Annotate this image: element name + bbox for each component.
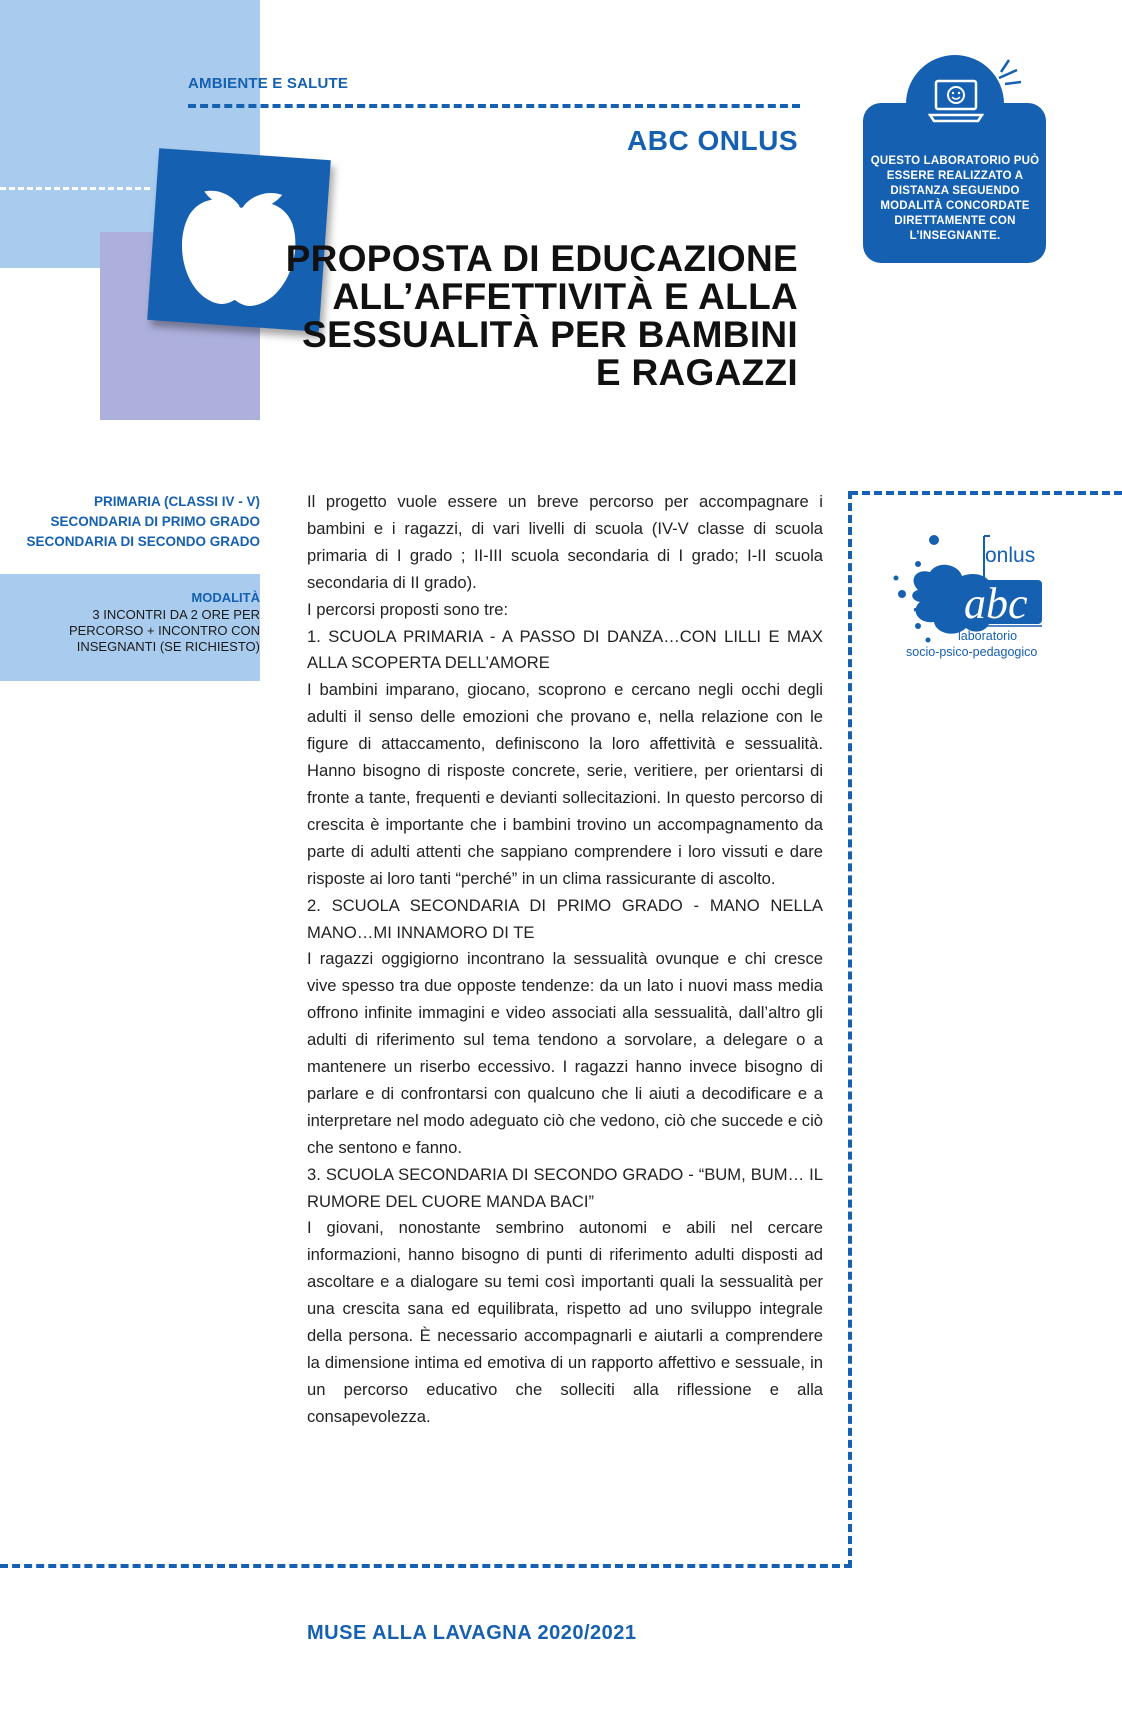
school-levels: [26, 492, 260, 552]
logo-mark: abc: [964, 579, 1028, 628]
body-paragraph: Il progetto vuole essere un breve percorso per accompagnare i bambini e i ragazzi, di vari livelli di scuola (IV-V classe di scuola primaria di I grado ; II-III scuola secondaria di I grado; I-II scuola secondaria di II grado).: [307, 492, 823, 592]
frame-dashed-vertical: [848, 491, 852, 1568]
footer-text: MUSE ALLA LAVAGNA 2020/2021: [307, 1622, 637, 1644]
body-heading: 3. SCUOLA SECONDARIA DI SECONDO GRADO - “BUM, BUM… IL RUMORE DEL CUORE MANDA BACI”: [307, 1164, 823, 1211]
body-paragraph: I ragazzi oggigiorno incontrano la sessualità ovunque e chi cresce vive spesso tra due opposte tendenze: da un lato i nuovi mass media offrono infinite immagini e video associati alla sessualità, dall’altro gli adulti di riferimento sul tema tendono a sorvolare, a delegare o a mantenere un riserbo eccessivo. I ragazzi hanno invece bisogno di parlare e di confrontarsi con qualcuno che li aiuti a decodificare e a interpretare nel modo adeguato ciò che vedono, ciò che succede e ciò che sentono e fanno.: [307, 949, 823, 1157]
frame-dashed-top: [850, 491, 1122, 495]
logo-subtitle-line2: socio-psico-pedagogico: [906, 645, 1038, 659]
remote-note-text: QUESTO LABORATORIO PUÒ ESSERE REALIZZATO A DISTANZA SEGUENDO MODALITÀ CONCORDATE DIRETTAMENTE CON L’INSEGNANTE.: [870, 155, 1040, 242]
mode-text: 3 INCONTRI DA 2 ORE PER PERCORSO + INCONTRO CON INSEGNANTI (SE RICHIESTO): [68, 607, 260, 654]
header-dashed-rule: [188, 104, 800, 108]
frame-dashed-bottom: [0, 1564, 852, 1568]
section-label: AMBIENTE E SALUTE: [188, 75, 349, 92]
organization-name: ABC ONLUS: [627, 125, 798, 156]
logo-onlus-text: onlus: [985, 544, 1036, 567]
school-level: SECONDARIA DI PRIMO GRADO: [50, 514, 260, 529]
body-paragraph: I giovani, nonostante sembrino autonomi e abili nel cercare informazioni, hanno bisogno di punti di riferimento adulti disposti ad ascoltare e a dialogare su temi così importanti quali la sessualità per una crescita sana ed equilibrata, rispetto ad uno sviluppo integrale della persona. È necessario accompagnarli e aiutarli a comprendere la dimensione intima ed emotiva di un rapporto affettivo e sessuale, in un percorso educativo che solleciti alla riflessione e alla consapevolezza.: [307, 1218, 823, 1426]
body-paragraph: I bambini imparano, giocano, scoprono e cercano negli occhi degli adulti il senso delle emozioni che provano e, nella relazione con le figure di attaccamento, definiscono la loro affettività e sessualità. Hanno bisogno di risposte concrete, serie, veritiere, per orientarsi di fronte a tante, frequenti e devianti sollecitazioni. In questo percorso di crescita è importante che i bambini trovino un accompagnamento da parte di adulti attenti che sappiano comprendere i loro vissuti e dare risposte ai loro tanti “perché” in un clima rassicurante di ascolto.: [307, 680, 823, 888]
body-paragraph: I percorsi proposti sono tre:: [307, 599, 509, 619]
school-level: PRIMARIA (CLASSI IV - V): [93, 494, 260, 509]
school-level: SECONDARIA DI SECONDO GRADO: [26, 534, 260, 549]
remote-icon-badge: [906, 55, 1004, 153]
body-text: [307, 489, 823, 1431]
decor-dashed-line-white: [0, 187, 150, 190]
body-heading: 1. SCUOLA PRIMARIA - A PASSO DI DANZA…CON LILLI E MAX ALLA SCOPERTA DELL’AMORE: [307, 626, 823, 673]
page-title: PROPOSTA DI EDUCAZIONE ALL’AFFETTIVITÀ E ALLA SESSUALITÀ PER BAMBINI E RAGAZZI: [285, 238, 798, 393]
spark-lines-icon: [995, 56, 1025, 86]
body-heading: 2. SCUOLA SECONDARIA DI PRIMO GRADO - MANO NELLA MANO…MI INNAMORO DI TE: [307, 895, 823, 942]
mode-label: MODALITÀ: [191, 590, 260, 605]
laptop-smile-icon: [928, 77, 984, 127]
logo-subtitle-line1: laboratorio: [958, 629, 1018, 643]
